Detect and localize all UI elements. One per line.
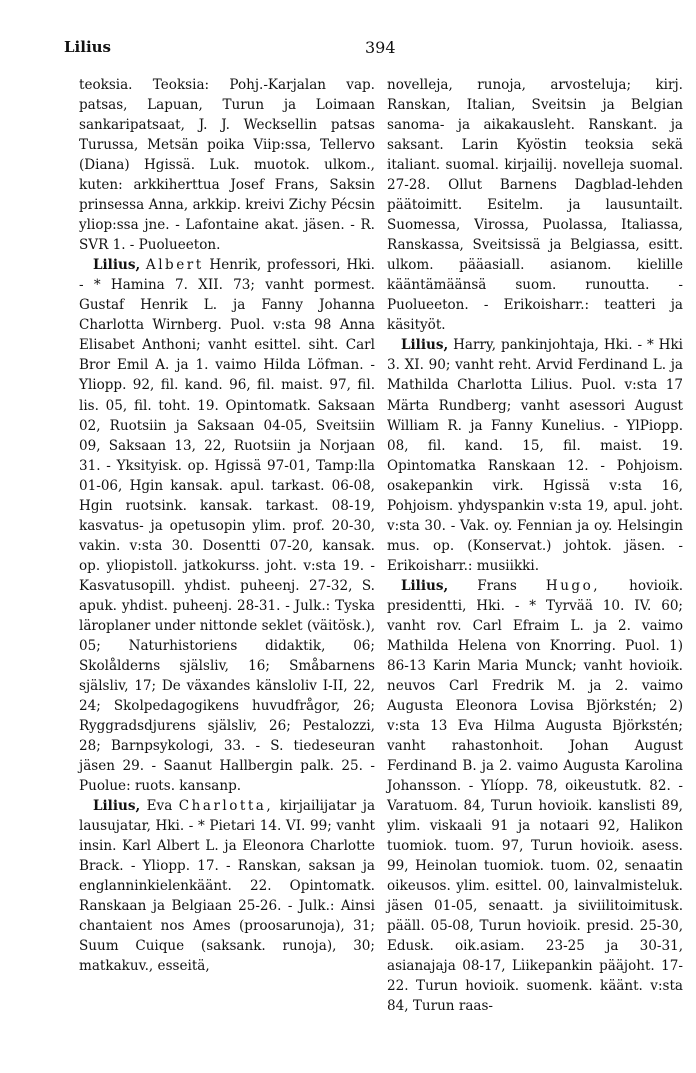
entry-given-name: Frans — [477, 577, 517, 594]
entry-surname: Lilius, — [93, 257, 141, 274]
entry-given-name-spaced: Charlotta, — [178, 798, 274, 815]
entry-text: hovioik. presidentti, Hki. - * Tyrvää 10. IV. 60; vanht rov. Carl Efraim L. ja 2. vaimo Mathilda Helena von Knorring. Puol. 1) 86-13 Karin Maria Munck; vanht hovioik. neuvos Carl Fredrik M. ja 2. vaimo Augusta Eleonora Lovisa Björkstén; 2) v:sta 13 Eva Hilma Augusta Björkstén; vanht rahastonhoit. Johan August Ferdinand B. ja 2. vaimo Augusta Karolina Johansson. - Ylíopp. 78, oikeustutk. 82. - Varatuom. 84, Turun hovioik. kanslisti 89, ylim. viskaali 91 ja notaari 92, Halikon tuomiok. tuom. 97, Turun hovioik. asess. 99, Heinolan tuomiok. tuom. 02, senaatin oikeusos. ylim. esittel. 00, lainvalmisteluk. jäsen 01-05, senaatt. ja siviilitoimitusk. pääll. 05-08, Turun hovioik. presid. 25-30, Edusk. oik.asiam. 23-25 ja 30-31, asianajaja 08-17, Liikepankin pääjoht. 17-22. Turun hovioik. suomenk. käänt. v:sta 84, Turun raas- — [387, 577, 683, 1015]
biography-entry — [79, 796, 375, 976]
running-head: Lilius — [64, 38, 111, 56]
entry-text: teoksia. Teoksia: Pohj.-Karjalan vap. patsas, Lapuan, Turun ja Loimaan sankaripatsaat, J. J. Wecksellin patsas Turussa, Metsän poika Viip:ssa, Tellervo (Diana) Hgissä. Luk. muotok. ulkom., kuten: arkkiherttua Josef Frans, Saksin prinsessa Anna, arkkip. kreivi Zichy Pécsin yliop:ssa jne. - Lafontaine akat. jäsen. - R. SVR 1. - Puolueeton. — [79, 77, 375, 254]
right-column — [387, 75, 683, 1016]
entry-surname: Lilius, — [93, 798, 141, 815]
entry-text: novelleja, runoja, arvosteluja; kirj. Ranskan, Italian, Sveitsin ja Belgian sanoma- ja aikakausleht. Ranskant. ja saksant. Larin Kyöstin teoksia sekä italiant. suomal. kirjailij. novelleja suomal. 27-28. Ollut Barnens Dagblad-lehden päätoimitt. Esitelm. ja lausuntailt. Suomessa, Virossa, Puolassa, Italiassa, Ranskassa, Sveitsissä ja Belgiassa, esitt. ulkom. pääasiall. asianom. kielille kääntämäänsä suom. runoutta. - Puolueeton. - Erikoisharr.: teatteri ja käsityöt. — [387, 77, 683, 334]
entry-given-name-spaced: Hugo, — [545, 577, 601, 594]
entry-surname: Lilius, — [401, 577, 449, 594]
entry-given-name: Eva — [146, 798, 173, 815]
left-column — [79, 75, 375, 976]
entry-given-name-spaced: Albert — [145, 257, 204, 274]
continuation-paragraph — [79, 75, 375, 255]
page-number: 394 — [365, 38, 396, 57]
continuation-paragraph — [387, 75, 683, 335]
entry-text: kirjailijatar ja lausujatar, Hki. - * Pietari 14. VI. 99; vanht insin. Karl Albert L. ja Eleonora Charlotte Brack. - Yliopp. 17. - Ranskan, saksan ja englanninkielenkäänt. 22. Opintomatk. Ranskaan ja Belgiaan 25-26. - Julk.: Ainsi chantaient nos Ames (proosarunoja), 31; Suum Cuique (saksank. runoja), 30; matkakuv., esseitä, — [79, 798, 376, 975]
biography-entry — [79, 255, 375, 796]
biography-entry — [387, 576, 683, 1017]
entry-text: Harry, pankinjohtaja, Hki. - * Hki 3. XI. 90; vanht reht. Arvid Ferdinand L. ja Mathilda Charlotta Lilius. Puol. v:sta 17 Märta Rundberg; vanht asessori August William R. ja Fanny Kunelius. - YlPiopp. 08, fil. kand. 15, fil. maist. 19. Opintomatka Ranskaan 12. - Pohjoism. osakepankin virk. Hgissä v:sta 16, Pohjoism. yhdyspankin v:sta 19, apul. joht. v:sta 30. - Vak. oy. Fennian ja oy. Helsingin mus. op. (Konservat.) johtok. jäsen. - Erikoisharr.: musiikki. — [387, 337, 684, 574]
entry-text: Henrik, professori, Hki. - * Hamina 7. XII. 73; vanht pormest. Gustaf Henrik L. ja Fanny Johanna Charlotta Wirnberg. Puol. v:sta 98 Anna Elisabet Anthoni; vanht esittel. siht. Carl Bror Emil A. ja 1. vaimo Hilda Löfman. - Yliopp. 92, fil. kand. 96, fil. maist. 97, fil. lis. 05, fil. toht. 19. Opintomatk. Saksaan 02, Ruotsiin ja Saksaan 04-05, Sveitsiin 09, Saksaan 13, 22, Ruotsiin ja Norjaan 31. - Yksityisk. op. Hgissä 97-01, Tamp:lla 01-06, Hgin kansak. apul. tarkast. 06-08, Hgin ruotsink. kansak. tarkast. 08-19, kasvatus- ja opetusopin ylim. prof. 20-30, vakin. v:sta 30. Dosentti 07-20, kansak. op. yliopistoll. jatkokurss. joht. v:sta 19. - Kasvatusopill. yhdist. puheenj. 27-32, S. apuk. yhdist. puheenj. 28-31. - Julk.: Tyska läroplaner under nittonde seklet (väitösk.), 05; Naturhistoriens didaktik, 06; Skolålderns själsliv, 16; Småbarnens själsliv, 17; De växandes känsloliv I-II, 22, 24; Skolpedagogikens huvudfrågor, 26; Ryggradsdjurens själsliv, 26; Pestalozzi, 28; Barnpsykologi, 33. - S. tiedeseuran jäsen 29. - Saanut Hallbergin palk. 25. - Puolue: ruots. kansanp. — [79, 257, 375, 795]
biography-entry — [387, 335, 683, 575]
entry-surname: Lilius, — [401, 337, 449, 354]
page-header — [64, 38, 684, 62]
